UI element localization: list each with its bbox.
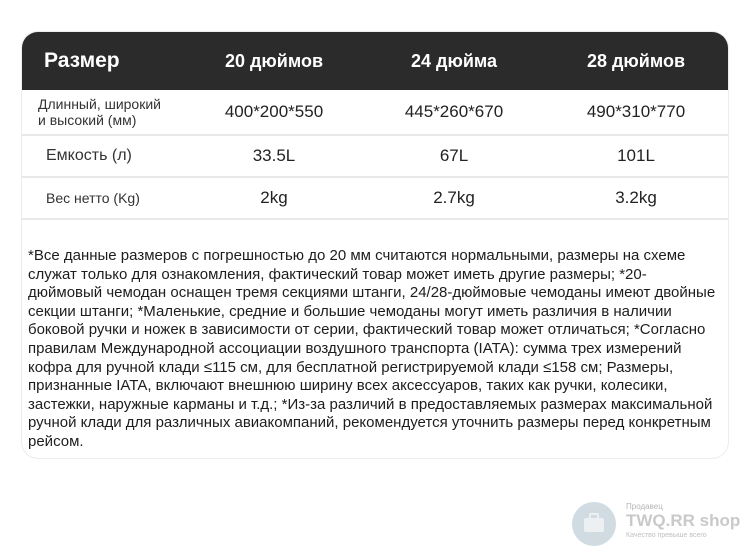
row-label-dimensions-line2: и высокий (мм) (38, 112, 137, 128)
cell-dimensions-20: 400*200*550 (224, 102, 324, 121)
shop-logo-icon (572, 502, 616, 546)
watermark-seller-label: Продавец (626, 502, 663, 511)
cell-capacity-28: 101L (617, 146, 655, 165)
row-label-dimensions-line1: Длинный, широкий (38, 96, 161, 112)
cell-weight-24: 2.7kg (433, 188, 475, 207)
header-col-20: 20 дюймов (224, 50, 324, 71)
header-col-24: 24 дюйма (411, 50, 497, 71)
shop-watermark (572, 500, 742, 548)
table-row-dimensions (22, 90, 728, 136)
header-col-28: 28 дюймов (586, 50, 686, 71)
disclaimer-note: *Все данные размеров с погрешностью до 20 мм считаются нормальными, размеры на схеме служат только для ознакомления, фактический товар может иметь другие размеры; *20-дюймовый чемодан оснащен тремя секциями штанги, 24/28-дюймовые чемоданы имеют двойные секции штанги; *Маленькие, средние и большие чемоданы могут иметь различия в наличии боковой ручки и ножек в зависимости от серии, фактический товар может отличаться; *Согласно правилам Международной ассоциации воздушного транспорта (IATA): сумма трех измерений кофра для ручной клади ≤115 см, для бесплатной регистрируемой клади ≤158 см; Размеры, признанные IATA, включают внешнюю ширину всех аксессуаров, таких как ручки, колесики, застежки, наружные карманы и т.д.; *Из-за различий в предоставляемых размерах максимальной ручной клади для различных авиакомпаний, рекомендуется уточнить размеры перед конкретным рейсом. (28, 247, 716, 450)
watermark-slogan: Качество превыше всего (626, 532, 707, 539)
row-label-weight: Вес нетто (Kg) (46, 190, 140, 206)
header-size-label: Размер (44, 49, 120, 72)
cell-capacity-24: 67L (439, 146, 469, 165)
cell-capacity-20: 33.5L (252, 146, 296, 165)
cell-dimensions-28: 490*310*770 (586, 102, 686, 121)
table-row-capacity (22, 136, 728, 178)
table-row-weight (22, 178, 728, 220)
cell-weight-28: 3.2kg (615, 188, 657, 207)
table-header (22, 32, 728, 90)
cell-weight-20: 2kg (260, 188, 288, 207)
row-label-capacity: Емкость (л) (46, 147, 132, 164)
row-label-dimensions (22, 96, 184, 128)
watermark-shop-name: TWQ.RR shop (626, 511, 741, 530)
cell-dimensions-24: 445*260*670 (404, 102, 504, 121)
